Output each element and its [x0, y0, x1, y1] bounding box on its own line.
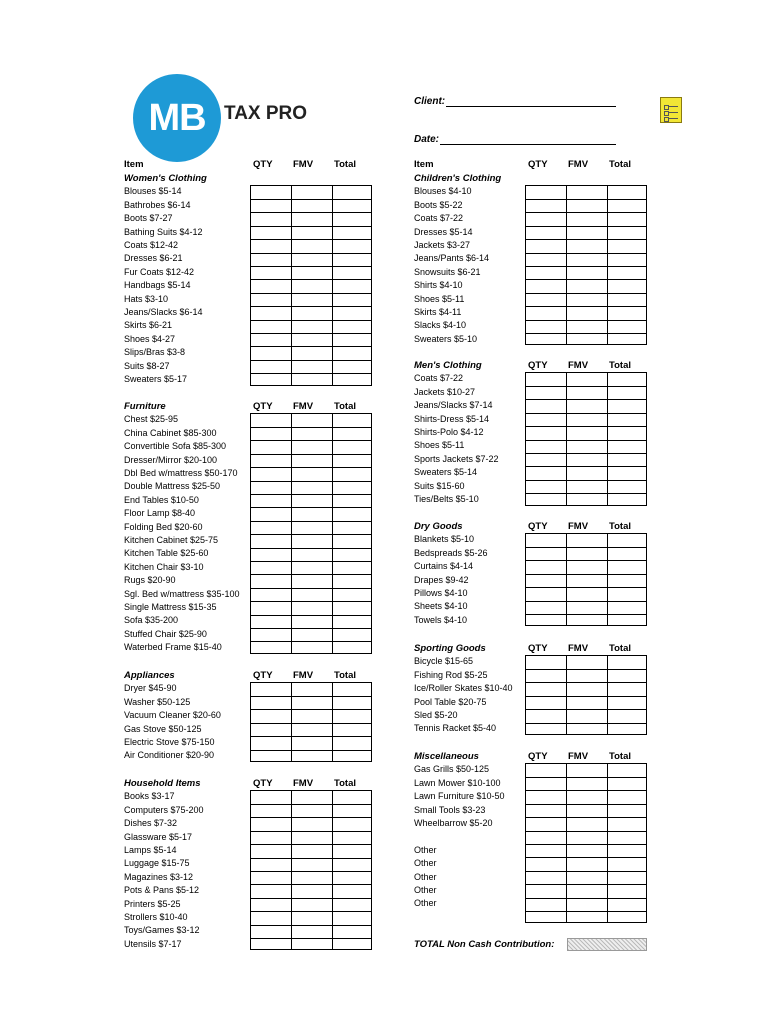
item-label: Other [414, 871, 437, 882]
item-label: Luggage $15-75 [124, 858, 190, 869]
col-header-fmv: FMV [568, 159, 589, 170]
grid-row-line [526, 601, 646, 602]
grid-row-line [251, 534, 371, 535]
item-label: Sweaters $5-10 [414, 333, 478, 344]
item-label: Other [414, 858, 437, 869]
grid-row-line [251, 266, 371, 267]
item-label: Convertible Sofa $85-300 [124, 441, 227, 452]
item-label: Rugs $20-90 [124, 575, 176, 586]
item-label: Shoes $4-27 [124, 333, 176, 344]
item-label: Skirts $4-11 [414, 307, 462, 317]
grid-divider [291, 186, 292, 385]
item-label: Ice/Roller Skates $10-40 [414, 683, 513, 694]
item-label: Waterbed Frame $15-40 [124, 642, 222, 653]
grid-row-line [251, 925, 371, 926]
item-label: Gas Stove $50-125 [124, 723, 202, 734]
item-label: Kitchen Chair $3-10 [124, 561, 204, 572]
mb-logo [133, 74, 223, 164]
grid-row-line [526, 871, 646, 872]
grid-row-line [251, 817, 371, 818]
grid-row-line [251, 588, 371, 589]
grid-row-line [526, 493, 646, 494]
grid-row-line [526, 669, 646, 670]
item-label: Dryer $45-90 [124, 683, 177, 694]
section-title: Miscellaneous [414, 751, 479, 762]
grid-row-line [251, 709, 371, 710]
col-header-fmv: FMV [568, 751, 589, 762]
grid-row-line [251, 548, 371, 549]
grid-row-line [526, 709, 646, 710]
grid-row-line [251, 831, 371, 832]
grid-row-line [526, 696, 646, 697]
grid-row-line [526, 199, 646, 200]
item-label: Fishing Rod $5-25 [414, 669, 488, 680]
item-label: Sports Jackets $7-22 [414, 453, 499, 464]
grid-row-line [526, 898, 646, 899]
grid-row-line [251, 804, 371, 805]
item-label: Pillows $4-10 [414, 588, 468, 598]
grid-row-line [251, 858, 371, 859]
item-label: Ties/Belts $5-10 [414, 494, 479, 504]
grid-row-line [251, 494, 371, 495]
col-header-item: Item [414, 159, 434, 170]
item-label: Jeans/Slacks $7-14 [414, 400, 493, 411]
entry-grid[interactable] [525, 655, 647, 735]
item-label: Pool Table $20-75 [414, 696, 487, 707]
item-label: Shoes $5-11 [414, 440, 465, 451]
col-header-fmv: FMV [568, 360, 589, 371]
item-label: Toys/Games $3-12 [124, 925, 200, 936]
grid-row-line [251, 481, 371, 482]
item-label: China Cabinet $85-300 [124, 427, 217, 438]
col-header-qty: QTY [528, 521, 548, 532]
grid-row-line [251, 938, 371, 939]
item-label: Stuffed Chair $25-90 [124, 628, 207, 639]
entry-grid[interactable] [525, 372, 647, 506]
grid-row-line [526, 279, 646, 280]
entry-grid[interactable] [250, 790, 372, 951]
grid-row-line [251, 884, 371, 885]
item-label: Handbags $5-14 [124, 280, 191, 291]
grid-row-line [526, 857, 646, 858]
grid-row-line [526, 320, 646, 321]
col-header-total: Total [334, 159, 356, 170]
grid-row-line [526, 560, 646, 561]
grid-row-line [251, 641, 371, 642]
grid-row-line [251, 844, 371, 845]
col-header-item: Item [124, 159, 144, 170]
section-title: Dry Goods [414, 521, 463, 532]
item-label: Sgl. Bed w/mattress $35-100 [124, 588, 240, 599]
grid-row-line [526, 306, 646, 307]
section-title: Furniture [124, 401, 166, 412]
col-header-fmv: FMV [568, 643, 589, 654]
grid-row-line [251, 373, 371, 374]
grid-row-line [526, 333, 646, 334]
grid-row-line [251, 750, 371, 751]
entry-grid[interactable] [525, 763, 647, 924]
grid-row-line [526, 453, 646, 454]
grid-row-line [526, 817, 646, 818]
col-header-total: Total [609, 521, 631, 532]
item-label: Wheelbarrow $5-20 [414, 818, 493, 828]
item-label: Glassware $5-17 [124, 831, 193, 842]
client-label: Client: [414, 96, 446, 107]
item-label: Curtains $4-14 [414, 561, 474, 572]
item-label: Sweaters $5-17 [124, 374, 188, 384]
grid-row-line [251, 320, 371, 321]
grid-row-line [526, 399, 646, 400]
item-label: Lamps $5-14 [124, 845, 177, 855]
grid-row-line [526, 226, 646, 227]
grid-row-line [526, 547, 646, 548]
grid-divider [332, 414, 333, 653]
item-label: Pots & Pans $5-12 [124, 885, 200, 896]
grid-row-line [526, 682, 646, 683]
item-label: Air Conditioner $20-90 [124, 750, 215, 761]
grid-row-line [526, 614, 646, 615]
date-field[interactable] [440, 144, 616, 145]
item-label: Boots $5-22 [414, 199, 463, 210]
item-label: Shirts-Polo $4-12 [414, 427, 484, 437]
grid-row-line [251, 911, 371, 912]
grid-row-line [251, 561, 371, 562]
section-title: Appliances [124, 670, 175, 681]
item-label: Dresses $5-14 [414, 226, 473, 237]
item-label: Suits $8-27 [124, 360, 170, 371]
item-label: Other [414, 885, 437, 895]
grid-row-line [251, 723, 371, 724]
client-field[interactable] [446, 106, 616, 107]
item-label: Blankets $5-10 [414, 534, 475, 545]
section-title: Sporting Goods [414, 643, 486, 654]
item-label: Blouses $5-14 [124, 186, 182, 197]
grid-row-line [526, 440, 646, 441]
item-label: Lawn Mower $10-100 [414, 777, 501, 788]
item-label: Coats $12-42 [124, 240, 179, 250]
col-header-qty: QTY [528, 159, 548, 170]
total-label: TOTAL Non Cash Contribution: [414, 939, 555, 950]
grid-row-line [526, 386, 646, 387]
col-header-qty: QTY [528, 360, 548, 371]
col-header-qty: QTY [253, 159, 273, 170]
logo-name: TAX PRO [224, 103, 308, 124]
item-label: Shirts $4-10 [414, 280, 463, 291]
item-label: Towels $4-10 [414, 614, 468, 625]
col-header-qty: QTY [253, 778, 273, 789]
item-label: Chest $25-95 [124, 414, 179, 425]
grid-row-line [251, 521, 371, 522]
date-label: Date: [414, 134, 440, 145]
item-label: Electric Stove $75-150 [124, 737, 215, 747]
grid-row-line [251, 360, 371, 361]
item-label: Hats $3-10 [124, 293, 169, 304]
item-label: Dresser/Mirror $20-100 [124, 454, 218, 465]
item-label: Gas Grills $50-125 [414, 764, 490, 775]
grid-divider [291, 414, 292, 653]
item-label: Shoes $5-11 [414, 293, 465, 304]
item-label: Double Mattress $25-50 [124, 481, 221, 492]
item-label: Tennis Racket $5-40 [414, 723, 497, 734]
item-label: Jeans/Pants $6-14 [414, 253, 490, 264]
item-label: Dbl Bed w/mattress $50-170 [124, 468, 238, 478]
grid-row-line [526, 266, 646, 267]
item-label: Shirts-Dress $5-14 [414, 413, 490, 424]
grid-row-line [526, 413, 646, 414]
grid-row-line [526, 466, 646, 467]
grid-row-line [526, 777, 646, 778]
grid-row-line [251, 467, 371, 468]
grid-row-line [251, 601, 371, 602]
item-label: Dishes $7-32 [124, 818, 178, 829]
item-label: Jackets $10-27 [414, 386, 476, 397]
section-title: Women's Clothing [124, 173, 207, 184]
grid-row-line [526, 574, 646, 575]
item-label: Washer $50-125 [124, 696, 191, 707]
col-header-qty: QTY [528, 643, 548, 654]
grid-row-line [251, 736, 371, 737]
logo-circle [133, 74, 221, 162]
col-header-total: Total [609, 159, 631, 170]
grid-row-line [526, 293, 646, 294]
item-label: Slacks $4-10 [414, 320, 467, 331]
item-label: Bicycle $15-65 [414, 656, 474, 667]
grid-row-line [251, 507, 371, 508]
item-label: Jeans/Slacks $6-14 [124, 307, 203, 317]
grid-row-line [251, 898, 371, 899]
grid-row-line [526, 790, 646, 791]
grid-row-line [251, 615, 371, 616]
item-label: Other [414, 844, 437, 855]
entry-grid[interactable] [250, 682, 372, 762]
grid-row-line [526, 426, 646, 427]
item-label: Drapes $9-42 [414, 574, 469, 585]
col-header-qty: QTY [253, 670, 273, 681]
item-label: Slips/Bras $3-8 [124, 347, 186, 358]
item-label: Blouses $4-10 [414, 186, 472, 197]
grid-row-line [251, 239, 371, 240]
item-label: Coats $7-22 [414, 373, 464, 384]
col-header-fmv: FMV [293, 401, 314, 412]
item-label: Suits $15-60 [414, 480, 465, 491]
grid-row-line [251, 628, 371, 629]
item-label: Sweaters $5-14 [414, 467, 478, 478]
item-label: Printers $5-25 [124, 898, 181, 909]
logo-mark: MB [148, 96, 206, 139]
grid-row-line [251, 253, 371, 254]
col-header-fmv: FMV [293, 778, 314, 789]
grid-divider [332, 186, 333, 385]
col-header-total: Total [334, 778, 356, 789]
item-label: Sheets $4-10 [414, 601, 468, 612]
grid-row-line [251, 306, 371, 307]
grid-row-line [526, 253, 646, 254]
item-label: Utensils $7-17 [124, 938, 182, 949]
grid-row-line [251, 333, 371, 334]
item-label: Kitchen Cabinet $25-75 [124, 535, 219, 545]
item-label: Jackets $3-27 [414, 240, 471, 250]
col-header-total: Total [609, 643, 631, 654]
grid-row-line [526, 212, 646, 213]
entry-grid[interactable] [250, 185, 372, 386]
item-label: Coats $7-22 [414, 213, 464, 224]
section-title: Household Items [124, 778, 201, 789]
item-label: Bathrobes $6-14 [124, 199, 191, 210]
item-label: Folding Bed $20-60 [124, 521, 203, 532]
entry-grid[interactable] [250, 413, 372, 654]
grid-row-line [251, 427, 371, 428]
section-title: Children's Clothing [414, 173, 502, 184]
item-label: Lawn Furniture $10-50 [414, 791, 505, 802]
entry-grid[interactable] [525, 533, 647, 627]
col-header-total: Total [334, 401, 356, 412]
col-header-total: Total [609, 751, 631, 762]
item-label: Snowsuits $6-21 [414, 266, 481, 277]
form-note-icon[interactable] [660, 97, 682, 123]
col-header-total: Total [334, 670, 356, 681]
col-header-fmv: FMV [568, 521, 589, 532]
grid-row-line [526, 480, 646, 481]
grid-row-line [251, 212, 371, 213]
grid-divider [607, 373, 608, 505]
item-label: Books $3-17 [124, 791, 175, 802]
item-label: Fur Coats $12-42 [124, 266, 195, 277]
item-label: Boots $7-27 [124, 213, 173, 224]
section-title: Men's Clothing [414, 360, 482, 371]
item-label: End Tables $10-50 [124, 494, 199, 505]
item-label: Sofa $35-200 [124, 615, 179, 626]
grid-row-line [251, 440, 371, 441]
grid-row-line [251, 293, 371, 294]
entry-grid[interactable] [525, 185, 647, 346]
item-label: Bathing Suits $4-12 [124, 226, 203, 237]
grid-row-line [251, 871, 371, 872]
item-label: Bedspreads $5-26 [414, 547, 488, 558]
col-header-qty: QTY [528, 751, 548, 762]
total-field[interactable] [567, 938, 647, 951]
item-label: Kitchen Table $25-60 [124, 548, 209, 559]
col-header-fmv: FMV [293, 670, 314, 681]
grid-row-line [251, 226, 371, 227]
item-label: Vacuum Cleaner $20-60 [124, 710, 221, 721]
grid-row-line [526, 239, 646, 240]
grid-row-line [526, 723, 646, 724]
grid-row-line [251, 454, 371, 455]
item-label: Skirts $6-21 [124, 320, 173, 331]
item-label: Other [414, 898, 437, 909]
item-label: Floor Lamp $8-40 [124, 508, 196, 519]
grid-row-line [251, 279, 371, 280]
col-header-qty: QTY [253, 401, 273, 412]
item-label: Small Tools $3-23 [414, 804, 486, 815]
grid-row-line [251, 346, 371, 347]
grid-row-line [526, 831, 646, 832]
grid-row-line [526, 587, 646, 588]
grid-row-line [526, 911, 646, 912]
item-label: Dresses $6-21 [124, 253, 183, 264]
grid-divider [566, 373, 567, 505]
grid-row-line [251, 199, 371, 200]
item-label: Computers $75-200 [124, 804, 204, 815]
grid-row-line [526, 844, 646, 845]
item-label: Sled $5-20 [414, 710, 458, 720]
item-label: Single Mattress $15-35 [124, 602, 217, 612]
grid-row-line [526, 884, 646, 885]
grid-row-line [526, 804, 646, 805]
grid-row-line [251, 574, 371, 575]
col-header-total: Total [609, 360, 631, 371]
item-label: Strollers $10-40 [124, 912, 188, 922]
col-header-fmv: FMV [293, 159, 314, 170]
grid-row-line [251, 696, 371, 697]
item-label: Magazines $3-12 [124, 871, 194, 882]
